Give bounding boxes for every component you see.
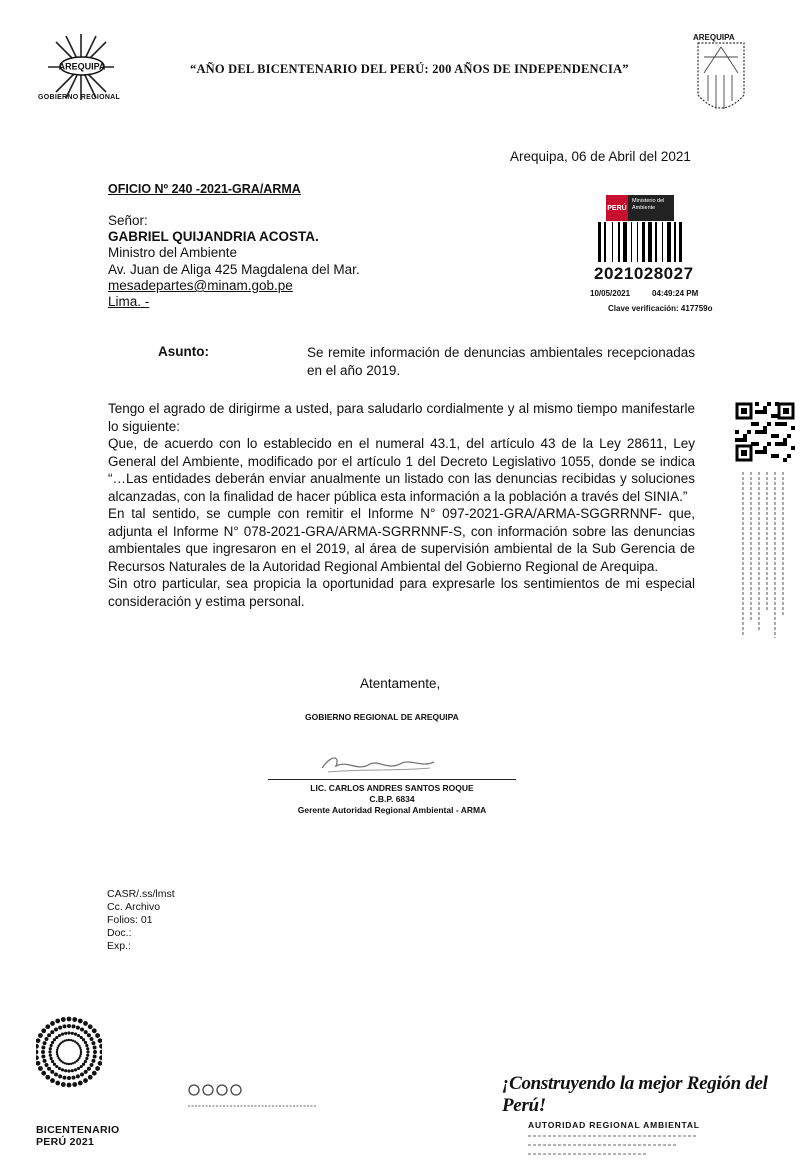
signer-name: LIC. CARLOS ANDRES SANTOS ROQUE	[310, 783, 474, 793]
body-paragraph: Sin otro particular, sea propicia la oportunidad para expresarle los sentimientos de mi especial consideración y estima personal.	[108, 576, 695, 609]
body-paragraph: Que, de acuerdo con lo establecido en el numeral 43.1, del artículo 43 de la Ley 28611, Ley General del Ambiente, modificado por el artículo 1 del Decreto Legislativo 1055, donde se indica “…Las entidades deberán enviar anualmente un listado con las denuncias recibidas y soluciones alcanzadas, con la finalidad de hacer pública esta información a la población a través del SINIA.”	[108, 436, 695, 504]
ref-line: Exp.:	[107, 940, 131, 952]
footer-slogan: ¡Construyendo la mejor Región del Perú!	[502, 1073, 768, 1116]
stamp-number: 2021028027	[594, 264, 694, 283]
bicentenario-logo	[36, 1012, 102, 1102]
signing-organization: GOBIERNO REGIONAL DE AREQUIPA	[305, 712, 459, 722]
closing: Atentamente,	[360, 676, 441, 691]
recipient-address: Av. Juan de Aliga 425 Magdalena del Mar.	[108, 262, 360, 277]
stamp-verification-key: Clave verificación: 417759o	[608, 304, 713, 313]
signer-cbp: C.B.P. 6834	[369, 794, 415, 804]
subject-label: Asunto:	[158, 344, 209, 359]
oficio-reference: OFICIO Nº 240 -2021-GRA/ARMA	[108, 182, 301, 196]
ref-line: Doc.:	[107, 927, 132, 939]
qr-code-icon	[735, 402, 795, 462]
bicentenario-label	[36, 1124, 120, 1148]
signer-block	[268, 783, 516, 816]
recipient-name: GABRIEL QUIJANDRIA ACOSTA.	[108, 229, 319, 244]
ref-line: Cc. Archivo	[107, 901, 161, 913]
body-paragraph: Tengo el agrado de dirigirme a usted, para saludarlo cordialmente y al mismo tiempo manifestarle lo siguiente:	[108, 401, 695, 434]
peru-2021-text: PERÚ 2021	[36, 1136, 95, 1148]
body-paragraph: En tal sentido, se cumple con remitir el Informe N° 097-2021-GRA/ARMA-SGGRRNNF- que, adjunta el Informe N° 078-2021-GRA/ARMA-SGRRNNF-S, con información sobre las denuncias ambientales que ingresaron en el 2019, al área de supervisión ambiental de la Sub Gerencia de Recursos Naturales de la Autoridad Regional Ambiental del Gobierno Regional de Arequipa.	[108, 506, 695, 574]
svg-text:AREQUIPA: AREQUIPA	[58, 61, 106, 72]
logo-left-label: GOBIERNO REGIONAL	[38, 94, 121, 101]
salutation: Señor:	[108, 213, 148, 228]
recipient-city: Lima. -	[108, 294, 150, 309]
letter-body	[108, 400, 695, 610]
arma-address-faded	[528, 1132, 728, 1162]
handwritten-signature	[318, 752, 438, 778]
bicentenario-text: BICENTENARIO	[36, 1124, 120, 1136]
stamp-date: 10/05/2021	[590, 289, 631, 298]
barcode-icon	[598, 222, 690, 262]
subject-text: Se remite información de denuncias ambientales recepcionadas en el año 2019.	[307, 345, 695, 378]
ref-line: Folios: 01	[107, 914, 153, 926]
motto: “AÑO DEL BICENTENARIO DEL PERÚ: 200 AÑOS DE INDEPENDENCIA”	[190, 62, 629, 76]
recipient-email[interactable]: mesadepartes@minam.gob.pe	[108, 278, 293, 293]
reference-notes	[107, 888, 175, 953]
arma-label: AUTORIDAD REGIONAL AMBIENTAL	[528, 1120, 700, 1130]
social-icons	[186, 1080, 326, 1116]
signature-line	[268, 779, 516, 780]
ref-line: CASR/.ss/lmst	[107, 888, 175, 900]
stamp-peru-flag: PERÚ	[606, 195, 628, 221]
stamp-ministry: Ministerio del Ambiente	[628, 195, 674, 221]
crest-label: AREQUIPA	[693, 33, 735, 42]
signer-role: Gerente Autoridad Regional Ambiental - ARMA	[297, 805, 487, 815]
letter-date: Arequipa, 06 de Abril del 2021	[510, 149, 691, 164]
recipient-title: Ministro del Ambiente	[108, 245, 238, 260]
stamp-time: 04:49:24 PM	[652, 289, 699, 298]
digital-signature-stamp-icon	[735, 470, 795, 640]
